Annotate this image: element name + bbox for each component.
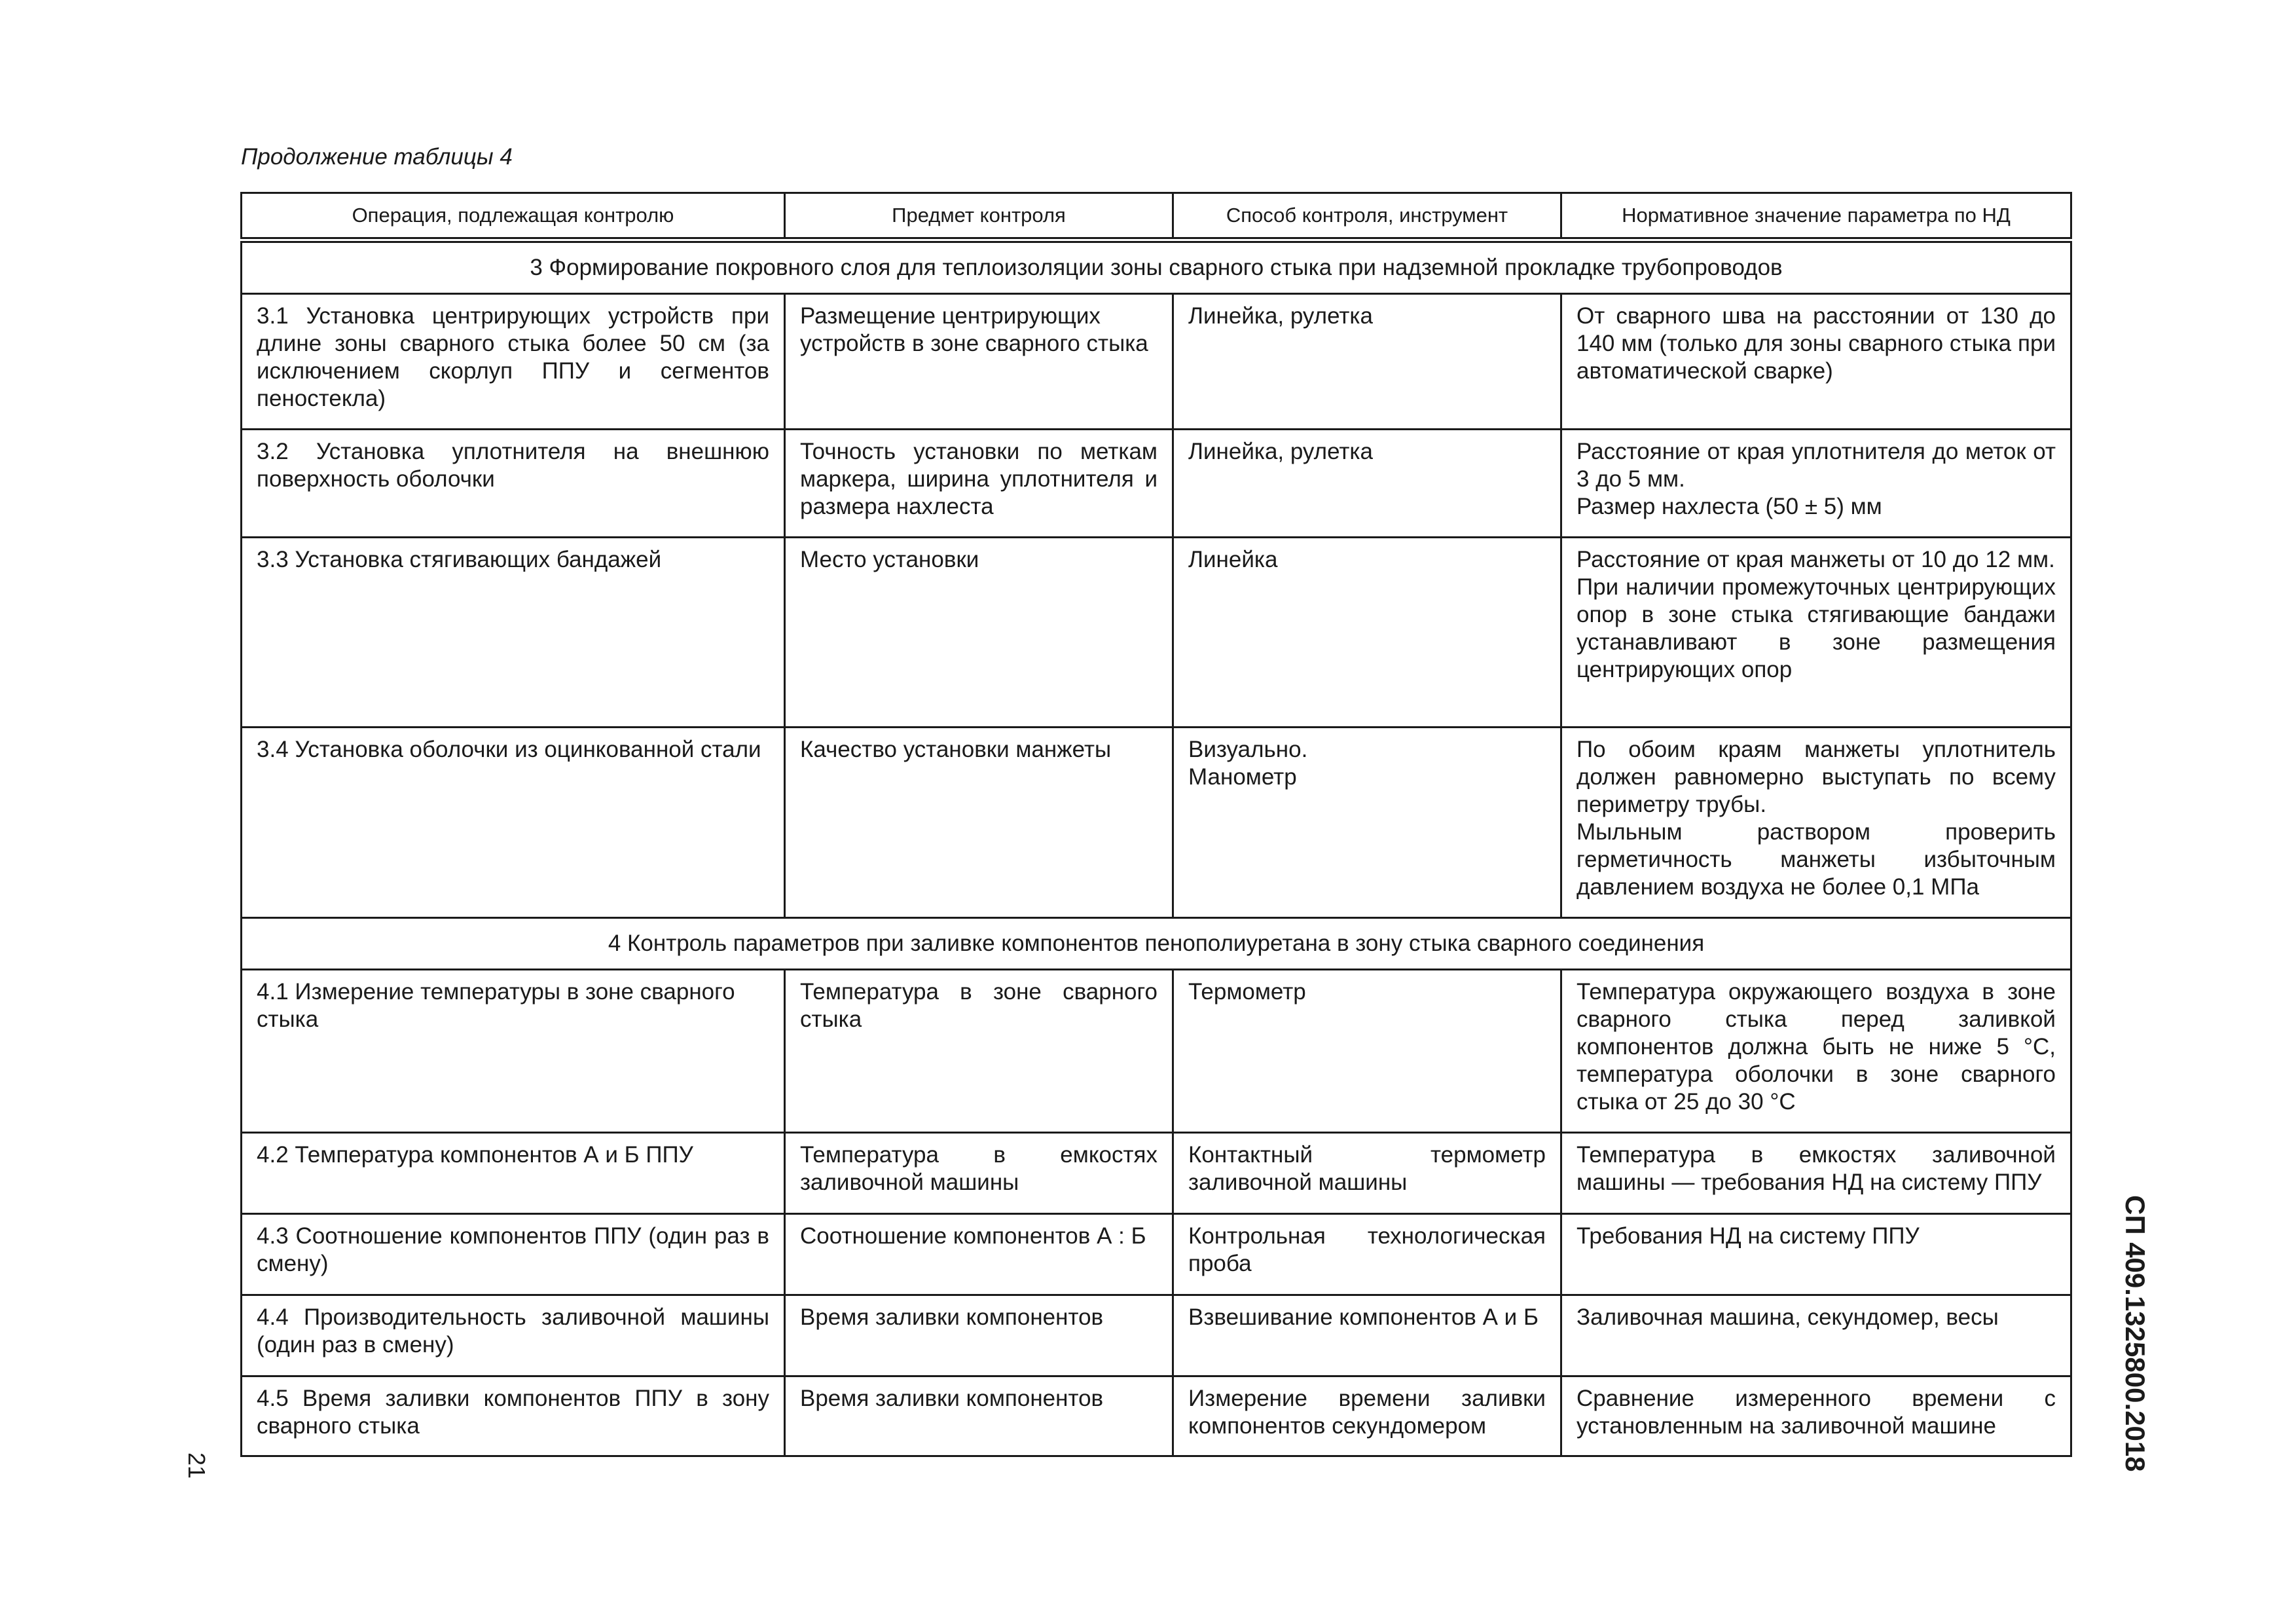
cell-subject: Место установки: [785, 538, 1173, 728]
cell-norm: [1561, 430, 2071, 538]
table-header-row: [242, 193, 2071, 240]
table-row: [242, 728, 2071, 918]
cell-subject: Соотношение компонентов А : Б: [785, 1214, 1173, 1295]
table-row: [242, 538, 2071, 728]
table-row: [242, 970, 2071, 1133]
cell-method: Термометр: [1173, 970, 1561, 1133]
table-row: [242, 1376, 2071, 1456]
header-operation: Операция, подлежащая контролю: [242, 193, 785, 240]
cell-method: Измерение времени заливки компонентов секундомером: [1173, 1376, 1561, 1456]
cell-subject: Время заливки компонентов: [785, 1295, 1173, 1376]
cell-operation: 4.1 Измерение температуры в зоне сварного стыка: [242, 970, 785, 1133]
norm-line: По обоим краям манжеты уплотнитель должен равномерно выступать по всему периметру трубы.: [1576, 737, 2056, 817]
cell-method: Контактный термометр заливочной машины: [1173, 1133, 1561, 1214]
cell-norm: От сварного шва на расстоянии от 130 до 140 мм (только для зоны сварного стыка при автоматической сварке): [1561, 294, 2071, 430]
table-row: [242, 430, 2071, 538]
table-row: [242, 294, 2071, 430]
cell-subject: Температура в емкостях заливочной машины: [785, 1133, 1173, 1214]
method-line: Манометр: [1188, 764, 1297, 790]
cell-method: Линейка, рулетка: [1173, 430, 1561, 538]
cell-subject: Качество установки манжеты: [785, 728, 1173, 918]
cell-norm: Заливочная машина, секундомер, весы: [1561, 1295, 2071, 1376]
norm-line: Расстояние от края манжеты от 10 до 12 мм.: [1576, 547, 2055, 572]
cell-operation: 3.1 Установка центрирующих устройств при длине зоны сварного стыка более 50 см (за исключением скорлуп ППУ и сегментов пеностекла): [242, 294, 785, 430]
section-4-title: 4 Контроль параметров при заливке компонентов пенополиуретана в зону стыка сварного соединения: [242, 918, 2071, 970]
cell-method: Линейка: [1173, 538, 1561, 728]
cell-operation: 4.2 Температура компонентов А и Б ППУ: [242, 1133, 785, 1214]
cell-norm: Температура в емкостях заливочной машины — требования НД на систему ППУ: [1561, 1133, 2071, 1214]
cell-subject: Точность установки по меткам маркера, ширина уплотнителя и размера нахлеста: [785, 430, 1173, 538]
section-3-title: 3 Формирование покровного слоя для теплоизоляции зоны сварного стыка при надземной прокладке трубопроводов: [242, 240, 2071, 294]
control-table: [240, 192, 2072, 1457]
method-line: Визуально.: [1188, 737, 1308, 762]
norm-line: При наличии промежуточных центрирующих опор в зоне стыка стягивающие бандажи устанавливают в зоне размещения центрирующих опор: [1576, 574, 2056, 682]
table-continuation-caption: Продолжение таблицы 4: [241, 144, 513, 170]
table-row: [242, 1295, 2071, 1376]
cell-operation: 3.2 Установка уплотнителя на внешнюю поверхность оболочки: [242, 430, 785, 538]
table-row: [242, 1133, 2071, 1214]
norm-line: Размер нахлеста (50 ± 5) мм: [1576, 494, 1882, 519]
cell-operation: 3.4 Установка оболочки из оцинкованной стали: [242, 728, 785, 918]
norm-line: Мыльным раствором проверить герметичность манжеты избыточным давлением воздуха не более 0,1 МПа: [1576, 819, 2056, 900]
cell-operation: 3.3 Установка стягивающих бандажей: [242, 538, 785, 728]
cell-method: Взвешивание компонентов А и Б: [1173, 1295, 1561, 1376]
cell-norm: Сравнение измеренного времени с установленным на заливочной машине: [1561, 1376, 2071, 1456]
cell-operation: 4.4 Производительность заливочной машины (один раз в смену): [242, 1295, 785, 1376]
cell-subject: Размещение центрирующих устройств в зоне сварного стыка: [785, 294, 1173, 430]
cell-subject: Температура в зоне сварного стыка: [785, 970, 1173, 1133]
cell-operation: 4.5 Время заливки компонентов ППУ в зону сварного стыка: [242, 1376, 785, 1456]
cell-norm: [1561, 538, 2071, 728]
document-code: СП 409.1325800.2018: [2120, 1195, 2151, 1472]
cell-method: Линейка, рулетка: [1173, 294, 1561, 430]
cell-subject: Время заливки компонентов: [785, 1376, 1173, 1456]
section-row: [242, 918, 2071, 970]
header-method: Способ контроля, инструмент: [1173, 193, 1561, 240]
cell-method: Контрольная технологическая проба: [1173, 1214, 1561, 1295]
cell-operation: 4.3 Соотношение компонентов ППУ (один раз в смену): [242, 1214, 785, 1295]
cell-method: [1173, 728, 1561, 918]
header-norm: Нормативное значение параметра по НД: [1561, 193, 2071, 240]
header-subject: Предмет контроля: [785, 193, 1173, 240]
page-number: 21: [183, 1452, 210, 1479]
cell-norm: Требования НД на систему ППУ: [1561, 1214, 2071, 1295]
norm-line: Расстояние от края уплотнителя до меток от 3 до 5 мм.: [1576, 439, 2056, 492]
cell-norm: Температура окружающего воздуха в зоне сварного стыка перед заливкой компонентов должна быть не ниже 5 °С, температура оболочки в зоне сварного стыка от 25 до 30 °С: [1561, 970, 2071, 1133]
cell-norm: [1561, 728, 2071, 918]
section-row: [242, 240, 2071, 294]
table-row: [242, 1214, 2071, 1295]
